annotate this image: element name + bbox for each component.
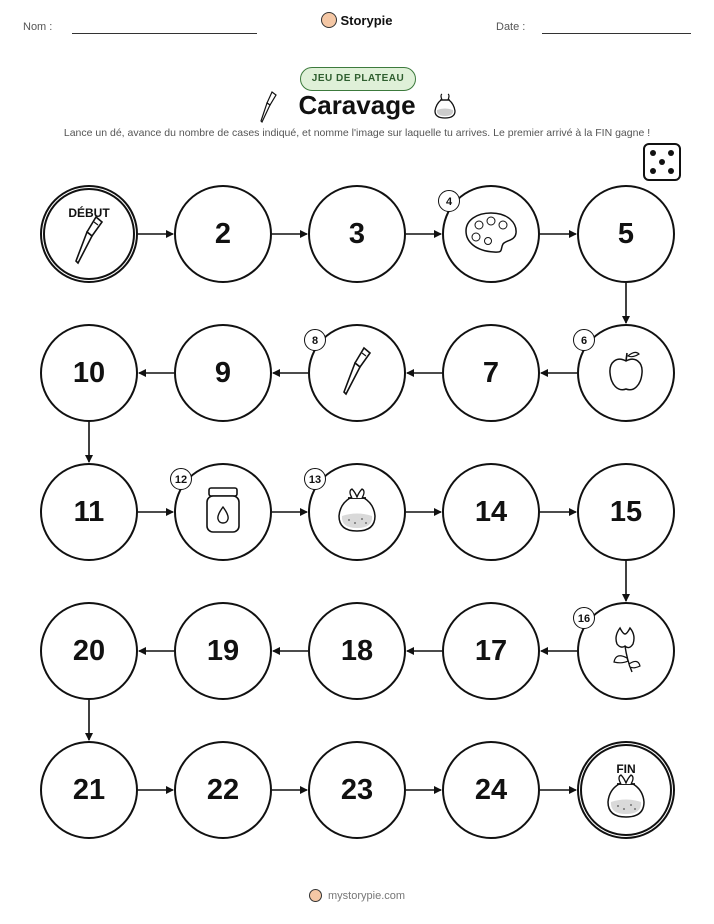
start-square[interactable]	[40, 185, 138, 283]
board-square[interactable]	[40, 602, 138, 700]
footer-url[interactable]: mystorypie.com	[328, 890, 406, 902]
square-number: 24	[474, 773, 508, 806]
square-number: 22	[206, 773, 240, 806]
board-square[interactable]	[40, 741, 138, 839]
square-number: 19	[206, 634, 240, 667]
board-square[interactable]	[308, 602, 406, 700]
palette-icon	[462, 209, 520, 260]
square-number: 3	[348, 217, 366, 250]
board-square[interactable]	[442, 741, 540, 839]
board-square[interactable]	[174, 185, 272, 283]
square-number: 18	[340, 634, 374, 667]
pigment-pouch-icon	[604, 772, 648, 825]
square-number: 17	[474, 634, 508, 667]
square-number: 15	[609, 495, 643, 528]
board-square[interactable]	[442, 463, 540, 561]
page-title: Caravage	[298, 90, 416, 120]
square-number: 9	[214, 356, 232, 389]
instructions: Lance un dé, avance du nombre de cases indiqué, et nomme l'image sur laquelle tu arrives. Le premier arrivé à la FIN gagne !	[63, 127, 651, 139]
square-number: 5	[617, 217, 635, 250]
square-number: 11	[73, 495, 105, 528]
board-square[interactable]	[308, 324, 406, 422]
square-number: 21	[72, 773, 106, 806]
square-number: 20	[72, 634, 106, 667]
board-square[interactable]	[308, 741, 406, 839]
square-number-badge: 8	[304, 329, 326, 351]
board-square[interactable]	[442, 185, 540, 283]
board-square[interactable]	[442, 324, 540, 422]
brand-name: Storypie	[340, 13, 393, 28]
board-square[interactable]	[577, 463, 675, 561]
square-number-badge: 13	[304, 468, 326, 490]
end-label: FIN	[616, 762, 636, 776]
board-square[interactable]	[174, 463, 272, 561]
board-square[interactable]	[174, 741, 272, 839]
board-square[interactable]	[40, 463, 138, 561]
apple-icon	[605, 348, 647, 399]
square-number-badge: 6	[573, 329, 595, 351]
date-label: Date :	[496, 21, 526, 33]
square-number: 23	[340, 773, 374, 806]
start-label: DÉBUT	[68, 206, 110, 220]
board-square[interactable]	[174, 602, 272, 700]
board-square[interactable]	[442, 602, 540, 700]
board-square[interactable]	[308, 463, 406, 561]
storypie-mascot-icon	[309, 889, 322, 902]
board-square[interactable]	[40, 324, 138, 422]
square-number: 14	[474, 495, 508, 528]
board-square[interactable]	[308, 185, 406, 283]
paintbrush-icon	[340, 345, 374, 402]
square-number: 2	[214, 217, 232, 250]
pigment-pouch-icon	[335, 486, 379, 539]
square-number-badge: 16	[573, 607, 595, 629]
board-square[interactable]	[174, 324, 272, 422]
square-number: 7	[482, 356, 500, 389]
paintbrush-icon	[72, 214, 106, 271]
board-square[interactable]	[577, 324, 675, 422]
game-type-badge: JEU DE PLATEAU	[300, 67, 416, 91]
flower-icon	[608, 622, 644, 681]
paint-jar-icon	[202, 485, 244, 540]
end-square[interactable]	[577, 741, 675, 839]
board-square[interactable]	[577, 185, 675, 283]
board-square[interactable]	[577, 602, 675, 700]
square-number-badge: 12	[170, 468, 192, 490]
name-label: Nom :	[23, 21, 53, 33]
footer	[0, 889, 714, 902]
square-number-badge: 4	[438, 190, 460, 212]
square-number: 10	[72, 356, 106, 389]
